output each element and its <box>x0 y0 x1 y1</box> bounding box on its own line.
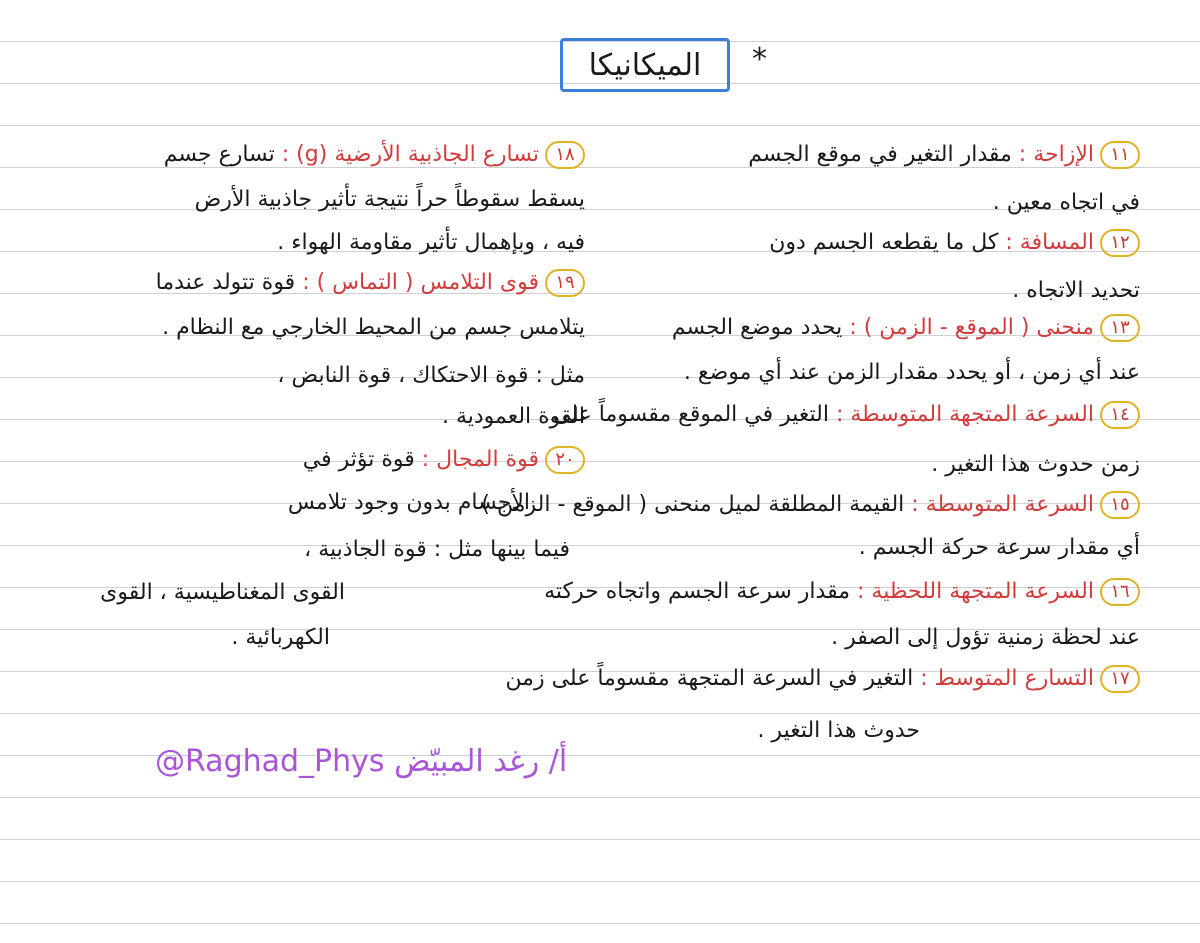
term: السرعة المتجهة المتوسطة : <box>835 402 1094 427</box>
definition-19 <box>156 268 585 298</box>
definition-18 <box>164 140 585 170</box>
term: منحنى ( الموقع - الزمن ) : <box>849 315 1094 340</box>
definition-text: مقدار التغير في موقع الجسم <box>748 142 1012 167</box>
definition-20 <box>303 445 585 475</box>
definition-continuation: فيما بينها مثل : قوة الجاذبية ، <box>304 537 570 562</box>
definition-12 <box>769 228 1140 258</box>
title-star: * <box>752 42 767 77</box>
definition-continuation: فيه ، وبإهمال تأثير مقاومة الهواء . <box>277 230 585 255</box>
title-box <box>560 38 730 92</box>
definition-14 <box>553 400 1140 430</box>
item-number: ١٦ <box>1100 578 1140 606</box>
definition-continuation: زمن حدوث هذا التغير . <box>931 452 1140 477</box>
term: التسارع المتوسط : <box>920 666 1094 691</box>
definition-15 <box>481 490 1140 520</box>
definition-continuation: أي مقدار سرعة حركة الجسم . <box>858 535 1140 560</box>
definition-continuation: الأجسام بدون وجود تلامس <box>287 490 530 515</box>
definition-text: التغير في الموقع مقسوماً على <box>553 402 829 427</box>
definition-continuation: مثل : قوة الاحتكاك ، قوة النابض ، <box>277 363 585 388</box>
item-number: ١٧ <box>1100 665 1140 693</box>
definition-13 <box>672 313 1140 343</box>
term: السرعة المتوسطة : <box>911 492 1094 517</box>
item-number: ١٢ <box>1100 229 1140 257</box>
definition-text: قوة تؤثر في <box>302 447 415 472</box>
term: السرعة المتجهة اللحظية : <box>857 579 1094 604</box>
definition-continuation: عند لحظة زمنية تؤول إلى الصفر . <box>831 625 1140 650</box>
definition-11 <box>748 140 1140 170</box>
author-signature: @Raghad_Phys أ/ رغد المبيّض <box>155 744 568 779</box>
definition-continuation: يتلامس جسم من المحيط الخارجي مع النظام . <box>162 315 585 340</box>
item-number: ١٣ <box>1100 314 1140 342</box>
definition-text: تسارع جسم <box>163 142 275 167</box>
term: الإزاحة : <box>1018 142 1094 167</box>
definition-continuation: عند أي زمن ، أو يحدد مقدار الزمن عند أي موضع . <box>683 360 1140 385</box>
definition-text: قوة تتولد عندما <box>155 270 296 295</box>
definition-text: مقدار سرعة الجسم واتجاه حركته <box>544 579 851 604</box>
definition-16 <box>544 577 1140 607</box>
definition-text: يحدد موضع الجسم <box>671 315 843 340</box>
item-number: ١٩ <box>545 269 585 297</box>
definition-continuation: القوى المغناطيسية ، القوى <box>100 580 345 605</box>
item-number: ١٥ <box>1100 491 1140 519</box>
definition-continuation: في اتجاه معين . <box>992 190 1140 215</box>
term: تسارع الجاذبية الأرضية (g) : <box>281 142 539 167</box>
definition-17 <box>505 664 1140 694</box>
definition-continuation: حدوث هذا التغير . <box>757 718 920 743</box>
definition-text: كل ما يقطعه الجسم دون <box>769 230 999 255</box>
item-number: ١١ <box>1100 141 1140 169</box>
item-number: ١٤ <box>1100 401 1140 429</box>
page-title: الميكانيكا <box>588 47 702 83</box>
term: قوة المجال : <box>421 447 539 472</box>
item-number: ٢٠ <box>545 446 585 474</box>
definition-continuation: الكهربائية . <box>231 625 330 650</box>
definition-continuation: يسقط سقوطاً حراً نتيجة تأثير جاذبية الأرض <box>194 187 585 212</box>
term: المسافة : <box>1005 230 1094 255</box>
definition-text: القيمة المطلقة لميل منحنى ( الموقع - الزمن ) <box>481 492 905 517</box>
term: قوى التلامس ( التماس ) : <box>302 270 539 295</box>
definition-continuation: القوة العمودية . <box>441 404 585 429</box>
item-number: ١٨ <box>545 141 585 169</box>
definition-text: التغير في السرعة المتجهة مقسوماً على زمن <box>505 666 914 691</box>
definition-continuation: تحديد الاتجاه . <box>1012 278 1140 303</box>
